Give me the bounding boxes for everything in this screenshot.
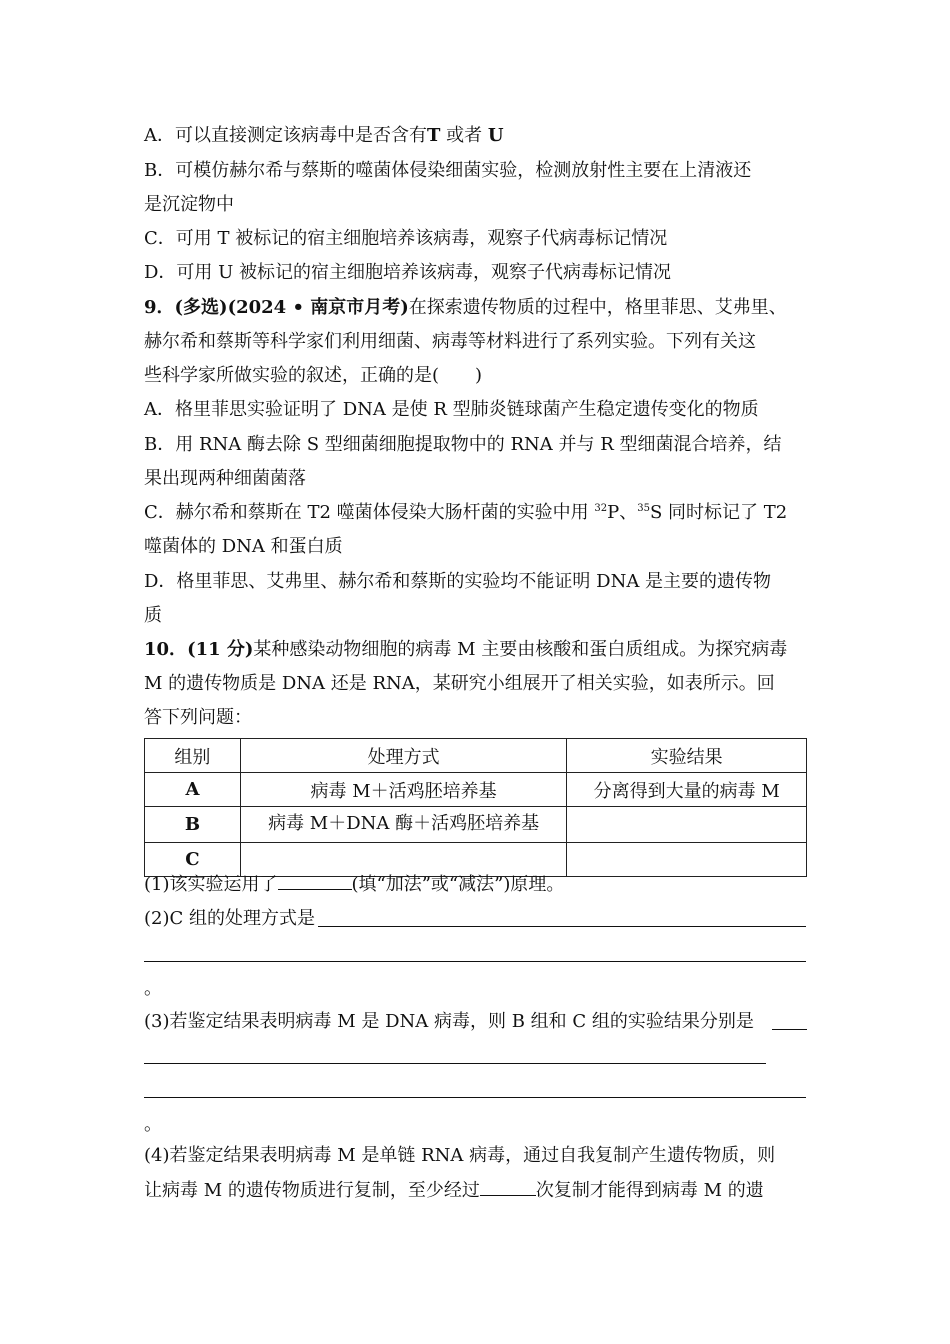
q10-number: 10． <box>144 639 188 660</box>
answer-blank[interactable] <box>144 1063 766 1064</box>
answer-blank[interactable] <box>318 926 806 927</box>
table-header-row <box>145 739 807 773</box>
q9-tag: (多选)(2024 • 南京市月考) <box>174 297 409 318</box>
table-header: 实验结果 <box>567 739 807 773</box>
q9-option-b-line1: B．用 RNA 酶去除 S 型细菌细胞提取物中的 RNA 并与 R 型细菌混合培养，结 <box>144 434 782 455</box>
table-cell-result <box>567 807 807 843</box>
q9-stem-line1: 9．(多选)(2024 • 南京市月考)在探索遗传物质的过程中，格里菲思、艾弗里、 <box>144 297 787 318</box>
table-header: 处理方式 <box>240 739 567 773</box>
table-row <box>145 773 807 807</box>
q10-sub3: (3)若鉴定结果表明病毒 M 是 DNA 病毒，则 B 组和 C 组的实验结果分别是 <box>144 1011 754 1032</box>
q9-option-b-line2: 果出现两种细菌菌落 <box>144 468 306 489</box>
q9-number: 9． <box>144 297 175 318</box>
q9-option-c-line1: C．赫尔希和蔡斯在 T2 噬菌体侵染大肠杆菌的实验中用 $^{32}$P、$^{35}$S 同时标记了 T2 <box>144 502 788 523</box>
q10-sub1: (1)该实验运用了 (填“加法”或“减法”)原理。 <box>144 868 808 902</box>
q10-sub4-line1: (4)若鉴定结果表明病毒 M 是单链 RNA 病毒，通过自我复制产生遗传物质，则 <box>144 1145 776 1166</box>
q8-option-d: D．可用 U 被标记的宿主细胞培养该病毒，观察子代病毒标记情况 <box>144 262 672 283</box>
q8-option-a: A．可以直接测定该病毒中是否含有T 或者 U <box>144 125 504 146</box>
q10-stem-line3: 答下列问题： <box>144 707 252 728</box>
q10-stem-line2: M 的遗传物质是 DNA 还是 RNA，某研究小组展开了相关实验，如表所示。回 <box>144 673 775 694</box>
answer-blank[interactable] <box>144 961 806 962</box>
q9-option-a: A．格里菲思实验证明了 DNA 是使 R 型肺炎链球菌产生稳定遗传变化的物质 <box>144 399 759 420</box>
q10-sub2-end: 。 <box>144 978 162 999</box>
table-cell-group: A <box>145 773 241 807</box>
q10-sub2: (2)C 组的处理方式是 <box>144 908 315 929</box>
q9-option-d-line2: 质 <box>144 605 162 626</box>
q10-score: (11 分) <box>187 639 254 660</box>
q9-option-c-line2: 噬菌体的 DNA 和蛋白质 <box>144 536 343 557</box>
answer-blank[interactable] <box>278 869 352 890</box>
q9-option-d-line1: D．格里菲思、艾弗里、赫尔希和蔡斯的实验均不能证明 DNA 是主要的遗传物 <box>144 571 772 592</box>
table-cell-group: B <box>145 807 241 843</box>
q10-stem-line1: 10．(11 分)某种感染动物细胞的病毒 M 主要由核酸和蛋白质组成。为探究病毒 <box>144 639 788 660</box>
q10-sub4-line2: 让病毒 M 的遗传物质进行复制，至少经过 次复制才能得到病毒 M 的遗 <box>144 1174 808 1208</box>
table-cell-result: 分离得到大量的病毒 M <box>567 773 807 807</box>
q8-option-c: C．可用 T 被标记的宿主细胞培养该病毒，观察子代病毒标记情况 <box>144 228 668 249</box>
table-cell-treatment: 病毒 M＋活鸡胚培养基 <box>240 773 567 807</box>
table-cell-group: C <box>145 843 241 877</box>
q8-option-b-line1: B．可模仿赫尔希与蔡斯的噬菌体侵染细菌实验，检测放射性主要在上清液还 <box>144 160 752 181</box>
answer-blank[interactable] <box>480 1175 536 1196</box>
answer-blank[interactable] <box>144 1097 806 1098</box>
experiment-table <box>144 738 807 877</box>
q9-stem-line3: 些科学家所做实验的叙述，正确的是( ) <box>144 365 483 386</box>
answer-blank[interactable] <box>772 1029 807 1030</box>
q9-stem-line2: 赫尔希和蔡斯等科学家们利用细菌、病毒等材料进行了系列实验。下列有关这 <box>144 331 756 352</box>
q8-option-b-line2: 是沉淀物中 <box>144 194 234 215</box>
table-header: 组别 <box>145 739 241 773</box>
q10-sub3-end: 。 <box>144 1114 162 1135</box>
table-row <box>145 807 807 843</box>
table-cell-treatment: 病毒 M＋DNA 酶＋活鸡胚培养基 <box>240 807 567 843</box>
